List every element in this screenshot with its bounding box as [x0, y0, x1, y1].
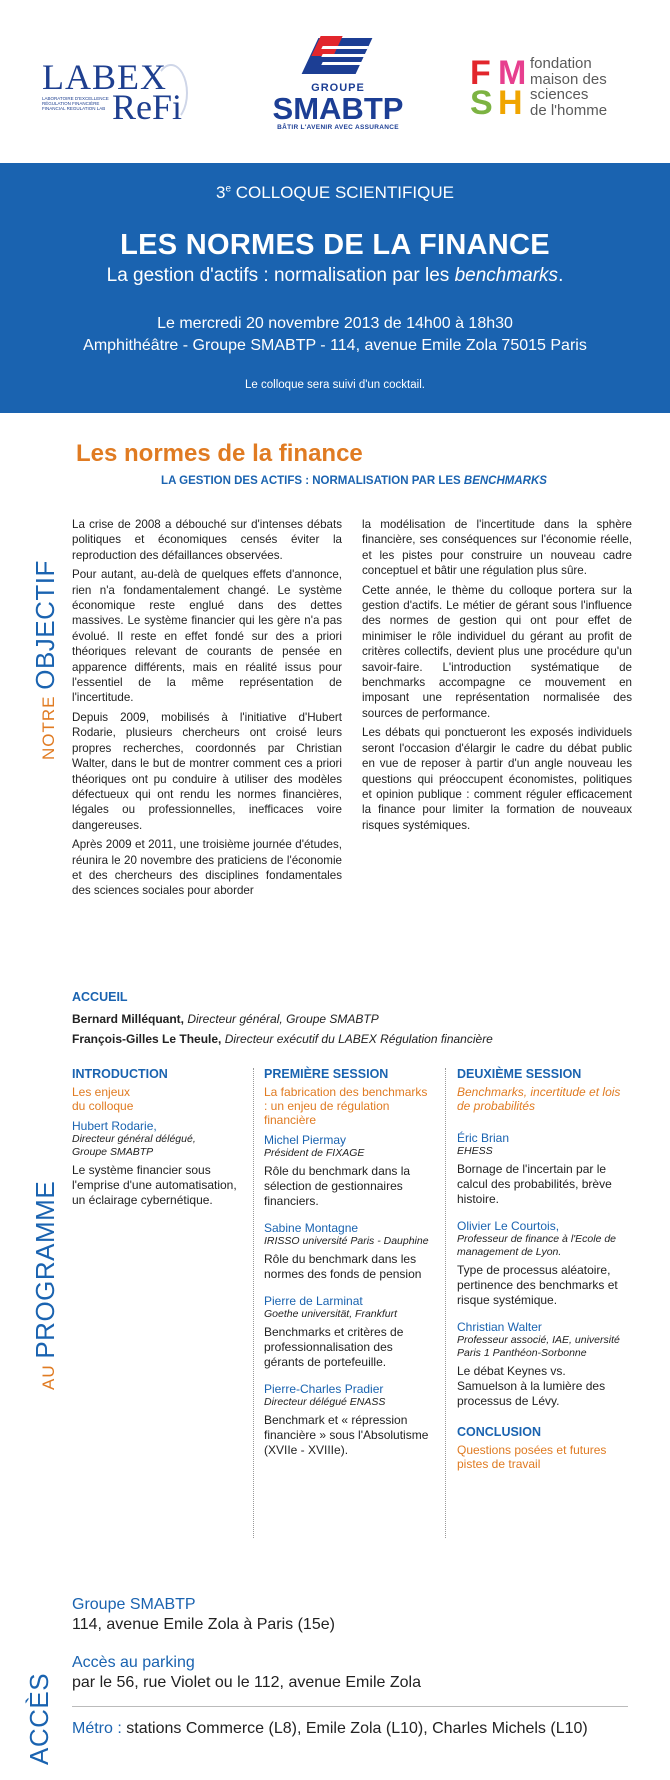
talk-title: Le débat Keynes vs. Samuelson à la lumière des processus de Lévy. [457, 1364, 606, 1408]
speaker-name: Sabine Montagne [264, 1221, 359, 1235]
acces-groupe-address: 114, avenue Emile Zola à Paris (15e) [72, 1616, 335, 1633]
acces-divider [72, 1706, 628, 1707]
speaker-name: Pierre de Larminat [264, 1294, 363, 1308]
logos-header [0, 0, 670, 160]
labex-swoosh-icon [154, 64, 188, 122]
labex-logo-bottom: ReFi [112, 87, 183, 127]
session2-column [457, 1067, 629, 1477]
objectif-title: Les normes de la finance [76, 440, 363, 467]
smabtp-name: SMABTP [272, 91, 404, 126]
event-cocktail-note: Le colloque sera suivi d'un cocktail. [245, 379, 425, 391]
speaker-role: Directeur général délégué, Groupe SMABTP [72, 1133, 196, 1158]
objectif-vertical-label: NOTRE OBJECTIF [30, 560, 60, 760]
speaker-role: Goethe universität, Frankfurt [264, 1308, 398, 1320]
acces-parking-text: par le 56, rue Violet ou le 112, avenue Emile Zola [72, 1674, 421, 1691]
acces-metro: Métro : stations Commerce (L8), Emile Zola (L10), Charles Michels (L10) [72, 1720, 588, 1737]
objectif-paragraph: Après 2009 et 2011, une troisième journée d'études, réunira le 20 novembre des praticiens de l'économie et des chercheurs des disciplines fondamentales des sciences sociales pour aborder [72, 838, 342, 898]
column-divider [253, 1068, 254, 1538]
conclusion-theme: Questions posées et futures pistes de travail [457, 1443, 607, 1471]
conclusion-heading: CONCLUSION [457, 1425, 542, 1439]
acces-groupe-heading: Groupe SMABTP [72, 1596, 196, 1613]
talk-title: Le système financier sous l'emprise d'une automatisation, un éclairage cybernétique. [72, 1163, 237, 1207]
smabtp-groupe: GROUPE [311, 82, 365, 94]
colloque-label: 3e COLLOQUE SCIENTIFIQUE [216, 183, 454, 202]
smabtp-logo [268, 34, 408, 134]
accueil-line: Bernard Milléquant, Directeur général, Groupe SMABTP [72, 1012, 379, 1026]
session2-heading: DEUXIÈME SESSION [457, 1067, 582, 1081]
introduction-heading: INTRODUCTION [72, 1067, 168, 1081]
session1-theme: La fabrication des benchmarks : un enjeu de régulation financière [264, 1085, 428, 1127]
event-place: Amphithéâtre - Groupe SMABTP - 114, avenue Emile Zola 75015 Paris [83, 337, 587, 354]
speaker-role: IRISSO université Paris - Dauphine [264, 1235, 429, 1247]
speaker-name: Michel Piermay [264, 1133, 347, 1147]
session1-column [264, 1067, 434, 1458]
column-divider [445, 1068, 446, 1538]
event-subtitle: La gestion d'actifs : normalisation par les benchmarks. [106, 265, 564, 286]
accueil-line: François-Gilles Le Theule, Directeur exécutif du LABEX Régulation financière [72, 1032, 493, 1046]
labex-logo-caption: LABORATOIRE D'EXCELLENCE RÉGULATION FINANCIÈRE FINANCIAL REGULATION LAB [42, 96, 109, 111]
talk-title: Rôle du benchmark dans les normes des fonds de pension [264, 1252, 422, 1281]
acces-vertical-label: ACCÈS [24, 1672, 54, 1765]
talk-title: Benchmarks et critères de professionnalisation des gérants de portefeuille. [264, 1325, 404, 1369]
labex-logo-top: LABEX [42, 57, 167, 97]
speaker-role: EHESS [457, 1145, 493, 1157]
fmsh-logo [470, 56, 660, 126]
programme-vertical-label: AU PROGRAMME [30, 1180, 60, 1390]
speaker-role: Président de FIXAGE [264, 1147, 365, 1159]
speaker-name: Pierre-Charles Pradier [264, 1382, 384, 1396]
introduction-column [72, 1067, 247, 1208]
talk-title: Benchmark et « répression financière » sous l'Absolutisme (XVIIe - XVIIIe). [264, 1413, 429, 1457]
objectif-paragraph: La crise de 2008 a débouché sur d'intenses débats politiques et économiques censés éviter la reproduction des défaillances observées. [72, 518, 342, 562]
fmsh-name: fondation maison des sciences de l'homme [530, 55, 608, 119]
speaker-role: Professeur de finance à l'Ecole de management de Lyon. [457, 1233, 617, 1258]
event-date: Le mercredi 20 novembre 2013 de 14h00 à 18h30 [157, 315, 513, 332]
session2-theme: Benchmarks, incertitude et lois de probabilités [457, 1085, 621, 1113]
speaker-name: Éric Brian [457, 1131, 510, 1145]
accueil-heading: ACCUEIL [72, 990, 128, 1004]
objectif-paragraph: Cette année, le thème du colloque portera sur la gestion d'actifs. Le métier de gérant sous l'influence des normes de gestion qui ont pour effet de minimiser le rôle individuel du gérant au profit de critères collectifs, devient plus une procédure qu'un savoir-faire. L'introduction systématique de benchmarks accompagne ce mouvement en imposant une représentation normalisée des sources de performance. [362, 583, 632, 720]
smabtp-mark-icon [298, 34, 378, 80]
objectif-paragraph: Pour autant, au-delà de quelques effets d'annonce, rien n'a fondamentalement changé. Le système économique reste englué dans des dettes massives. Le système financier qui les gère n'a pas évolué. Il reste en effet fondé sur des a priori théoriques relevant de courants de pensée en apparence différents, mais en réalité issus pour l'essentiel de la même représentation de l'incertitude. [72, 568, 342, 705]
talk-title: Type de processus aléatoire, pertinence des benchmarks et risque systémique. [457, 1263, 618, 1307]
speaker-name: Christian Walter [457, 1320, 542, 1334]
smabtp-slogan: BÂTIR L'AVENIR AVEC ASSURANCE [277, 124, 399, 131]
objectif-paragraph: Les débats qui ponctueront les exposés individuels seront l'occasion d'élargir le cadre du débat public en vue de reposer à partir d'un angle nouveau les questions qui préoccupent économistes, politiques et opinion publique : comment réguler efficacement la finance pour limiter la formation de nouveaux risques systémiques. [362, 726, 632, 832]
speaker-role: Directeur délégué ENASS [264, 1396, 386, 1408]
objectif-left-column [72, 517, 342, 903]
objectif-subtitle: LA GESTION DES ACTIFS : NORMALISATION PAR LES BENCHMARKS [161, 475, 547, 487]
talk-title: Bornage de l'incertain par le calcul des probabilités, brève histoire. [457, 1162, 612, 1206]
objectif-paragraph: Depuis 2009, mobilisés à l'initiative d'Hubert Rodarie, plusieurs chercheurs ont croisé leurs propres recherches, coordonnés par Christian Walter, dans le but de montrer comment ces a priori théoriques ont pu conduire à utiliser des modèles défectueux qui ont rendu les normes financières, légales ou professionnelles, inefficaces voire dangereuses. [72, 710, 342, 832]
acces-parking-heading: Accès au parking [72, 1654, 195, 1671]
speaker-role: Professeur associé, IAE, université Paris 1 Panthéon-Sorbonne [457, 1334, 620, 1359]
introduction-theme: Les enjeux du colloque [72, 1085, 134, 1113]
event-title: LES NORMES DE LA FINANCE [120, 229, 550, 261]
objectif-right-column [362, 517, 632, 837]
speaker-name: Hubert Rodarie, [72, 1119, 157, 1133]
speaker-name: Olivier Le Courtois, [457, 1219, 560, 1233]
event-banner [0, 163, 670, 413]
labex-refi-logo [42, 57, 192, 128]
session1-heading: PREMIÈRE SESSION [264, 1067, 389, 1081]
objectif-paragraph: la modélisation de l'incertitude dans la sphère financière, ses conséquences sur l'économie réelle, et les pistes pour construire un nouveau cadre conceptuel et bâtir une régulation plus sûre. [362, 518, 632, 578]
fmsh-letters-icon: F M S H [470, 54, 527, 122]
talk-title: Rôle du benchmark dans la sélection de gestionnaires financiers. [264, 1164, 411, 1208]
